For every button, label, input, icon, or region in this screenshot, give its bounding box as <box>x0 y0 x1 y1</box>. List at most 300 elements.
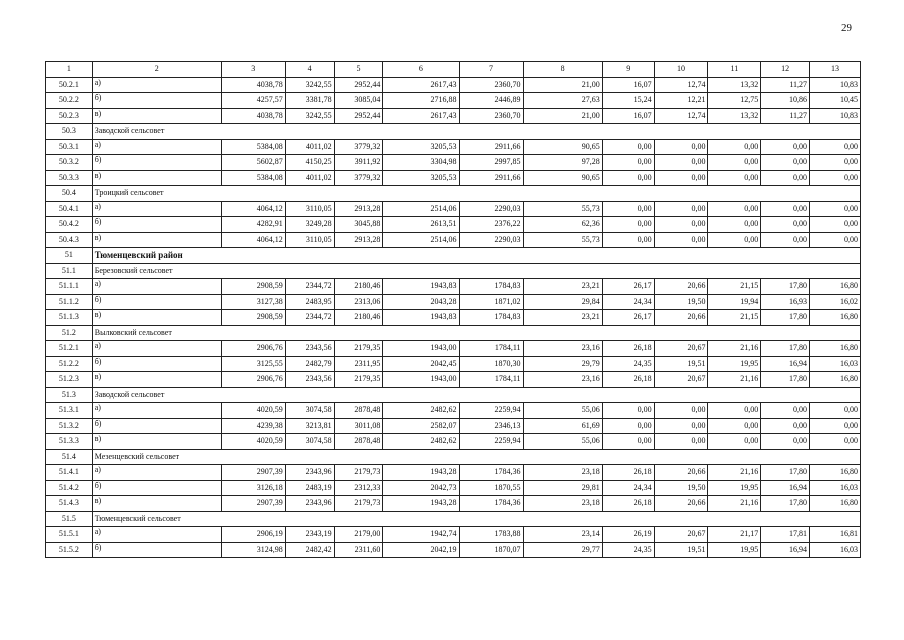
value-cell: 1784,36 <box>459 496 523 512</box>
section-header-row <box>46 387 861 403</box>
value-cell: 0,00 <box>761 403 810 419</box>
row-variant-cell: а) <box>92 465 221 481</box>
value-cell: 2952,44 <box>334 108 383 124</box>
value-cell: 12,74 <box>654 77 708 93</box>
value-cell: 16,80 <box>810 310 861 326</box>
value-cell: 2617,43 <box>383 108 459 124</box>
value-cell: 2179,00 <box>334 527 383 543</box>
row-code-cell: 51.4 <box>46 449 93 465</box>
value-cell: 12,75 <box>708 93 761 109</box>
value-cell: 20,66 <box>654 465 708 481</box>
row-code-cell: 51.1 <box>46 263 93 279</box>
section-name: Троицкий сельсовет <box>92 186 860 202</box>
value-cell: 2878,48 <box>334 434 383 450</box>
value-cell: 21,16 <box>708 341 761 357</box>
value-cell: 21,15 <box>708 279 761 295</box>
table-row <box>46 139 861 155</box>
section-header-row <box>46 449 861 465</box>
row-variant-cell: б) <box>92 294 221 310</box>
row-code-cell: 51.3.2 <box>46 418 93 434</box>
value-cell: 3213,81 <box>285 418 334 434</box>
table-row <box>46 341 861 357</box>
value-cell: 2360,70 <box>459 108 523 124</box>
table-row <box>46 93 861 109</box>
value-cell: 1784,36 <box>459 465 523 481</box>
value-cell: 0,00 <box>654 139 708 155</box>
row-code-cell: 51.5.2 <box>46 542 93 558</box>
table-row <box>46 480 861 496</box>
table-row <box>46 527 861 543</box>
value-cell: 13,32 <box>708 108 761 124</box>
value-cell: 2482,62 <box>383 434 459 450</box>
value-cell: 0,00 <box>810 434 861 450</box>
table-row <box>46 465 861 481</box>
value-cell: 19,51 <box>654 356 708 372</box>
column-header: 6 <box>383 62 459 78</box>
value-cell: 4020,59 <box>221 403 285 419</box>
value-cell: 3304,98 <box>383 155 459 171</box>
value-cell: 0,00 <box>654 403 708 419</box>
row-code-cell: 51.4.1 <box>46 465 93 481</box>
row-code-cell: 51 <box>46 248 93 264</box>
value-cell: 0,00 <box>654 232 708 248</box>
value-cell: 17,80 <box>761 372 810 388</box>
value-cell: 55,06 <box>523 434 602 450</box>
value-cell: 29,84 <box>523 294 602 310</box>
value-cell: 55,73 <box>523 201 602 217</box>
value-cell: 24,34 <box>602 480 654 496</box>
value-cell: 3124,98 <box>221 542 285 558</box>
value-cell: 4239,38 <box>221 418 285 434</box>
value-cell: 20,67 <box>654 372 708 388</box>
value-cell: 90,65 <box>523 170 602 186</box>
page-number: 29 <box>841 22 852 34</box>
section-header-row <box>46 511 861 527</box>
value-cell: 2906,76 <box>221 341 285 357</box>
column-header: 8 <box>523 62 602 78</box>
value-cell: 2179,35 <box>334 341 383 357</box>
value-cell: 17,80 <box>761 279 810 295</box>
row-variant-cell: в) <box>92 170 221 186</box>
table-row <box>46 372 861 388</box>
value-cell: 1870,55 <box>459 480 523 496</box>
table-row <box>46 496 861 512</box>
value-cell: 20,67 <box>654 341 708 357</box>
value-cell: 2911,66 <box>459 139 523 155</box>
table-row <box>46 403 861 419</box>
row-variant-cell: б) <box>92 356 221 372</box>
value-cell: 2259,94 <box>459 403 523 419</box>
row-code-cell: 51.3 <box>46 387 93 403</box>
value-cell: 4020,59 <box>221 434 285 450</box>
value-cell: 21,16 <box>708 465 761 481</box>
value-cell: 23,18 <box>523 465 602 481</box>
section-header-row <box>46 186 861 202</box>
value-cell: 26,17 <box>602 279 654 295</box>
value-cell: 2446,89 <box>459 93 523 109</box>
value-cell: 0,00 <box>602 170 654 186</box>
value-cell: 0,00 <box>810 418 861 434</box>
value-cell: 3110,05 <box>285 232 334 248</box>
row-variant-cell: в) <box>92 232 221 248</box>
value-cell: 5384,08 <box>221 170 285 186</box>
value-cell: 3011,08 <box>334 418 383 434</box>
value-cell: 16,80 <box>810 465 861 481</box>
value-cell: 23,18 <box>523 496 602 512</box>
value-cell: 90,65 <box>523 139 602 155</box>
value-cell: 1871,02 <box>459 294 523 310</box>
value-cell: 16,03 <box>810 542 861 558</box>
value-cell: 1943,28 <box>383 465 459 481</box>
value-cell: 2290,03 <box>459 232 523 248</box>
row-variant-cell: б) <box>92 155 221 171</box>
value-cell: 2343,96 <box>285 496 334 512</box>
value-cell: 0,00 <box>708 139 761 155</box>
value-cell: 0,00 <box>708 170 761 186</box>
value-cell: 2343,19 <box>285 527 334 543</box>
value-cell: 23,16 <box>523 341 602 357</box>
value-cell: 2482,42 <box>285 542 334 558</box>
value-cell: 15,24 <box>602 93 654 109</box>
value-cell: 2582,07 <box>383 418 459 434</box>
column-header: 10 <box>654 62 708 78</box>
value-cell: 26,18 <box>602 496 654 512</box>
value-cell: 0,00 <box>708 403 761 419</box>
row-variant-cell: а) <box>92 201 221 217</box>
value-cell: 3779,32 <box>334 170 383 186</box>
value-cell: 13,32 <box>708 77 761 93</box>
value-cell: 0,00 <box>708 201 761 217</box>
value-cell: 2343,96 <box>285 465 334 481</box>
row-variant-cell: а) <box>92 403 221 419</box>
row-variant-cell: а) <box>92 527 221 543</box>
table-row <box>46 201 861 217</box>
row-variant-cell: в) <box>92 434 221 450</box>
value-cell: 16,94 <box>761 480 810 496</box>
value-cell: 0,00 <box>708 232 761 248</box>
value-cell: 0,00 <box>602 217 654 233</box>
value-cell: 0,00 <box>602 418 654 434</box>
value-cell: 2312,33 <box>334 480 383 496</box>
value-cell: 2311,60 <box>334 542 383 558</box>
value-cell: 2878,48 <box>334 403 383 419</box>
value-cell: 2906,76 <box>221 372 285 388</box>
value-cell: 19,95 <box>708 480 761 496</box>
value-cell: 2179,35 <box>334 372 383 388</box>
value-cell: 2360,70 <box>459 77 523 93</box>
row-code-cell: 50.3 <box>46 124 93 140</box>
value-cell: 55,73 <box>523 232 602 248</box>
table-row <box>46 77 861 93</box>
row-variant-cell: б) <box>92 480 221 496</box>
value-cell: 16,93 <box>761 294 810 310</box>
value-cell: 2952,44 <box>334 77 383 93</box>
value-cell: 1943,83 <box>383 279 459 295</box>
value-cell: 2042,45 <box>383 356 459 372</box>
table-row <box>46 155 861 171</box>
row-variant-cell: в) <box>92 108 221 124</box>
value-cell: 19,50 <box>654 294 708 310</box>
value-cell: 3205,53 <box>383 170 459 186</box>
value-cell: 2907,39 <box>221 496 285 512</box>
value-cell: 2343,56 <box>285 372 334 388</box>
value-cell: 17,80 <box>761 465 810 481</box>
value-cell: 3110,05 <box>285 201 334 217</box>
section-name: Заводской сельсовет <box>92 387 860 403</box>
value-cell: 16,94 <box>761 542 810 558</box>
value-cell: 0,00 <box>708 434 761 450</box>
column-header: 7 <box>459 62 523 78</box>
value-cell: 2913,28 <box>334 201 383 217</box>
value-cell: 0,00 <box>602 155 654 171</box>
value-cell: 2617,43 <box>383 77 459 93</box>
row-code-cell: 51.5 <box>46 511 93 527</box>
value-cell: 1943,00 <box>383 341 459 357</box>
value-cell: 0,00 <box>602 403 654 419</box>
value-cell: 21,17 <box>708 527 761 543</box>
value-cell: 2514,06 <box>383 232 459 248</box>
value-cell: 5384,08 <box>221 139 285 155</box>
value-cell: 3085,04 <box>334 93 383 109</box>
value-cell: 62,36 <box>523 217 602 233</box>
value-cell: 4064,12 <box>221 232 285 248</box>
value-cell: 0,00 <box>708 418 761 434</box>
table-row <box>46 418 861 434</box>
row-code-cell: 51.4.3 <box>46 496 93 512</box>
value-cell: 4011,02 <box>285 170 334 186</box>
tariff-table <box>45 61 861 558</box>
value-cell: 16,03 <box>810 356 861 372</box>
value-cell: 0,00 <box>654 217 708 233</box>
value-cell: 1783,88 <box>459 527 523 543</box>
value-cell: 19,94 <box>708 294 761 310</box>
section-header-row <box>46 124 861 140</box>
value-cell: 2911,66 <box>459 170 523 186</box>
value-cell: 1784,11 <box>459 341 523 357</box>
value-cell: 21,00 <box>523 77 602 93</box>
value-cell: 3249,28 <box>285 217 334 233</box>
value-cell: 1942,74 <box>383 527 459 543</box>
value-cell: 0,00 <box>810 217 861 233</box>
value-cell: 2376,22 <box>459 217 523 233</box>
value-cell: 0,00 <box>708 155 761 171</box>
value-cell: 4257,57 <box>221 93 285 109</box>
value-cell: 16,80 <box>810 496 861 512</box>
table-row <box>46 170 861 186</box>
value-cell: 1784,11 <box>459 372 523 388</box>
value-cell: 16,07 <box>602 108 654 124</box>
row-code-cell: 51.1.1 <box>46 279 93 295</box>
value-cell: 10,45 <box>810 93 861 109</box>
value-cell: 2997,85 <box>459 155 523 171</box>
row-variant-cell: б) <box>92 93 221 109</box>
section-name: Вылковский сельсовет <box>92 325 860 341</box>
value-cell: 2482,79 <box>285 356 334 372</box>
value-cell: 1943,00 <box>383 372 459 388</box>
value-cell: 2313,06 <box>334 294 383 310</box>
value-cell: 2483,19 <box>285 480 334 496</box>
value-cell: 2344,72 <box>285 279 334 295</box>
value-cell: 4011,02 <box>285 139 334 155</box>
row-variant-cell: в) <box>92 310 221 326</box>
row-code-cell: 50.4.1 <box>46 201 93 217</box>
value-cell: 0,00 <box>761 201 810 217</box>
column-header: 2 <box>92 62 221 78</box>
row-code-cell: 50.2.3 <box>46 108 93 124</box>
value-cell: 10,83 <box>810 77 861 93</box>
value-cell: 23,14 <box>523 527 602 543</box>
value-cell: 2343,56 <box>285 341 334 357</box>
row-code-cell: 50.4.2 <box>46 217 93 233</box>
value-cell: 20,66 <box>654 496 708 512</box>
value-cell: 0,00 <box>602 201 654 217</box>
table-row <box>46 356 861 372</box>
value-cell: 0,00 <box>810 201 861 217</box>
table-row <box>46 542 861 558</box>
value-cell: 11,27 <box>761 108 810 124</box>
value-cell: 4282,91 <box>221 217 285 233</box>
value-cell: 4038,78 <box>221 77 285 93</box>
value-cell: 2908,59 <box>221 279 285 295</box>
value-cell: 1784,83 <box>459 279 523 295</box>
value-cell: 2042,19 <box>383 542 459 558</box>
value-cell: 0,00 <box>602 232 654 248</box>
value-cell: 17,80 <box>761 496 810 512</box>
column-header: 4 <box>285 62 334 78</box>
value-cell: 2716,88 <box>383 93 459 109</box>
column-header: 5 <box>334 62 383 78</box>
value-cell: 2311,95 <box>334 356 383 372</box>
value-cell: 2482,62 <box>383 403 459 419</box>
value-cell: 1943,83 <box>383 310 459 326</box>
value-cell: 21,00 <box>523 108 602 124</box>
value-cell: 1870,07 <box>459 542 523 558</box>
value-cell: 0,00 <box>810 155 861 171</box>
value-cell: 4064,12 <box>221 201 285 217</box>
value-cell: 27,63 <box>523 93 602 109</box>
value-cell: 3074,58 <box>285 403 334 419</box>
value-cell: 3205,53 <box>383 139 459 155</box>
column-number-header-row <box>46 62 861 78</box>
value-cell: 10,86 <box>761 93 810 109</box>
row-code-cell: 51.3.3 <box>46 434 93 450</box>
row-variant-cell: б) <box>92 542 221 558</box>
row-variant-cell: а) <box>92 341 221 357</box>
value-cell: 0,00 <box>761 170 810 186</box>
value-cell: 2179,73 <box>334 496 383 512</box>
value-cell: 0,00 <box>761 139 810 155</box>
value-cell: 2043,28 <box>383 294 459 310</box>
value-cell: 97,28 <box>523 155 602 171</box>
table-body <box>46 77 861 558</box>
value-cell: 26,18 <box>602 465 654 481</box>
row-code-cell: 51.1.2 <box>46 294 93 310</box>
value-cell: 0,00 <box>654 434 708 450</box>
row-code-cell: 50.2.1 <box>46 77 93 93</box>
section-name: Мезенцевский сельсовет <box>92 449 860 465</box>
value-cell: 2344,72 <box>285 310 334 326</box>
row-code-cell: 51.3.1 <box>46 403 93 419</box>
value-cell: 20,66 <box>654 310 708 326</box>
value-cell: 17,80 <box>761 310 810 326</box>
value-cell: 3045,88 <box>334 217 383 233</box>
row-variant-cell: в) <box>92 496 221 512</box>
table-row <box>46 232 861 248</box>
row-code-cell: 51.2.2 <box>46 356 93 372</box>
section-name: Березовский сельсовет <box>92 263 860 279</box>
row-code-cell: 50.3.1 <box>46 139 93 155</box>
value-cell: 0,00 <box>654 418 708 434</box>
value-cell: 24,35 <box>602 356 654 372</box>
value-cell: 29,79 <box>523 356 602 372</box>
value-cell: 2907,39 <box>221 465 285 481</box>
row-code-cell: 51.2.3 <box>46 372 93 388</box>
value-cell: 0,00 <box>654 201 708 217</box>
value-cell: 2346,13 <box>459 418 523 434</box>
value-cell: 16,80 <box>810 279 861 295</box>
value-cell: 16,81 <box>810 527 861 543</box>
section-header-row <box>46 325 861 341</box>
table-row <box>46 108 861 124</box>
section-name: Тюменцевский сельсовет <box>92 511 860 527</box>
value-cell: 3911,92 <box>334 155 383 171</box>
row-code-cell: 50.3.3 <box>46 170 93 186</box>
value-cell: 16,80 <box>810 341 861 357</box>
row-code-cell: 50.4.3 <box>46 232 93 248</box>
column-header: 1 <box>46 62 93 78</box>
value-cell: 0,00 <box>761 155 810 171</box>
value-cell: 0,00 <box>761 418 810 434</box>
value-cell: 2483,95 <box>285 294 334 310</box>
row-code-cell: 51.4.2 <box>46 480 93 496</box>
value-cell: 21,15 <box>708 310 761 326</box>
value-cell: 21,16 <box>708 372 761 388</box>
value-cell: 3074,58 <box>285 434 334 450</box>
row-variant-cell: а) <box>92 139 221 155</box>
value-cell: 16,80 <box>810 372 861 388</box>
value-cell: 29,77 <box>523 542 602 558</box>
section-name: Заводской сельсовет <box>92 124 860 140</box>
table-row <box>46 310 861 326</box>
column-header: 9 <box>602 62 654 78</box>
value-cell: 16,94 <box>761 356 810 372</box>
row-code-cell: 50.3.2 <box>46 155 93 171</box>
value-cell: 0,00 <box>810 232 861 248</box>
value-cell: 3779,32 <box>334 139 383 155</box>
row-code-cell: 51.1.3 <box>46 310 93 326</box>
value-cell: 0,00 <box>708 217 761 233</box>
value-cell: 2913,28 <box>334 232 383 248</box>
value-cell: 17,81 <box>761 527 810 543</box>
value-cell: 3125,55 <box>221 356 285 372</box>
value-cell: 1943,28 <box>383 496 459 512</box>
value-cell: 19,51 <box>654 542 708 558</box>
value-cell: 2179,73 <box>334 465 383 481</box>
value-cell: 2514,06 <box>383 201 459 217</box>
value-cell: 0,00 <box>810 139 861 155</box>
value-cell: 0,00 <box>654 155 708 171</box>
table-row <box>46 279 861 295</box>
value-cell: 0,00 <box>654 170 708 186</box>
row-code-cell: 51.5.1 <box>46 527 93 543</box>
table-row <box>46 434 861 450</box>
value-cell: 2906,19 <box>221 527 285 543</box>
value-cell: 23,21 <box>523 279 602 295</box>
row-variant-cell: б) <box>92 217 221 233</box>
value-cell: 0,00 <box>810 403 861 419</box>
row-variant-cell: б) <box>92 418 221 434</box>
value-cell: 1784,83 <box>459 310 523 326</box>
